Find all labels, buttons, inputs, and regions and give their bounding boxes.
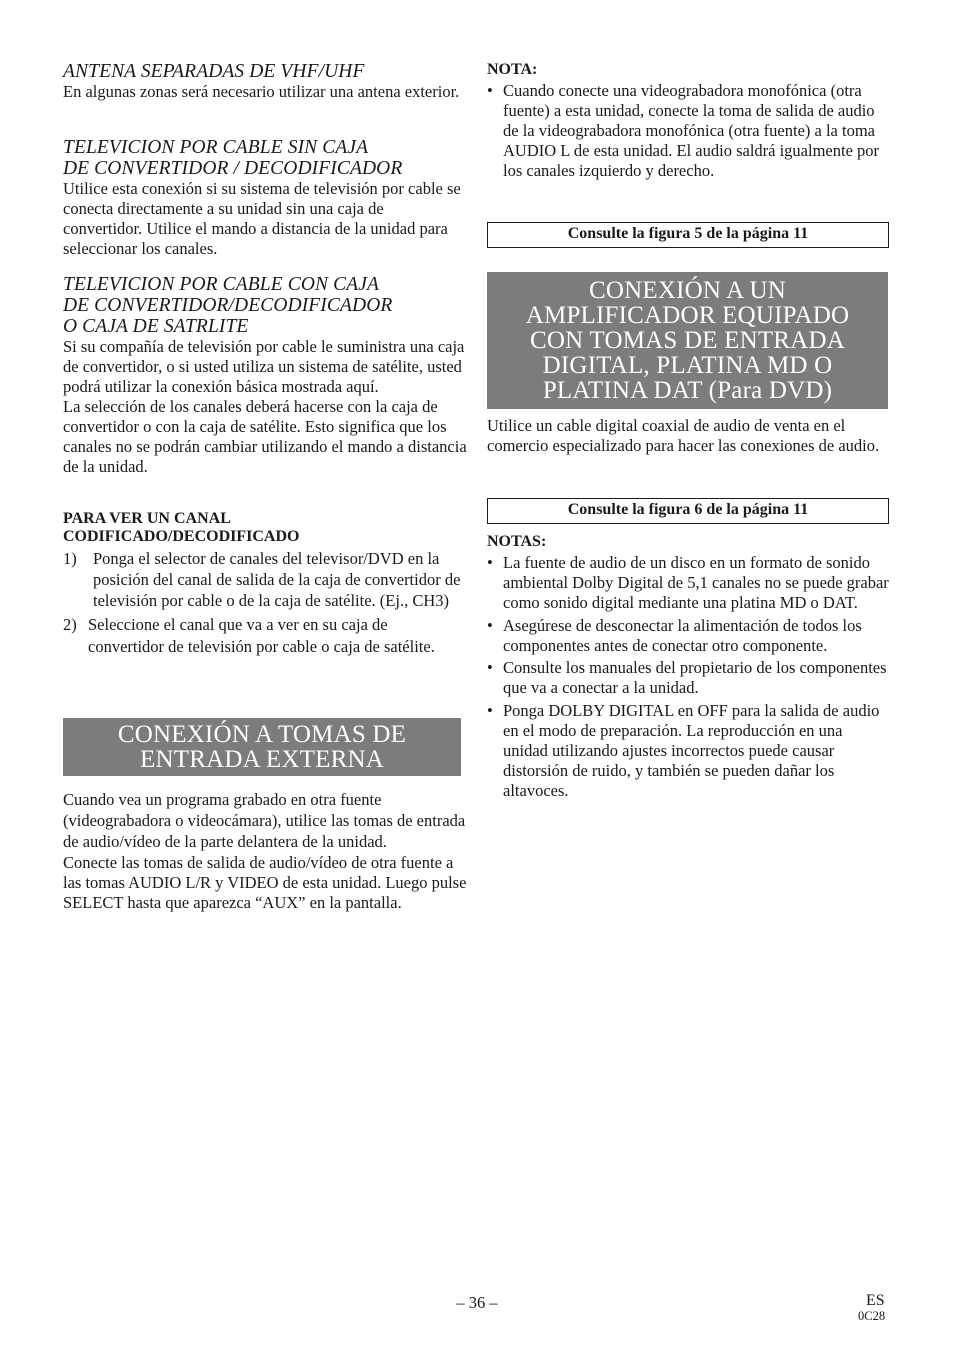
cable-no-box-text: Utilice esta conexión si su sistema de televisión por cable se conecta directamente a su unidad sin una caja de convertidor. Utilice el mando a distancia de la unidad para seleccionar los canales. [63,179,461,258]
amplifier-section [487,416,889,456]
coded-channel-section [63,510,467,657]
figure-6-reference [487,498,889,524]
notas-section [487,533,889,801]
cable-with-box-heading-2: DE CONVERTIDOR/DECODIFICADOR [63,295,393,316]
amplifier-banner-line: DIGITAL, PLATINA MD O [542,352,833,379]
nota-item [487,81,889,181]
bullet-icon: • [487,658,493,677]
cable-with-box-section [63,274,467,477]
bullet-icon: • [487,553,493,572]
cable-with-box-text-2: La selección de los canales deberá hacerse con la caja de convertidor o con la caja de satélite. Esto significa que los canales no se podrán cambiar utilizando el mando a distancia de la unidad. [63,397,467,476]
step-item [63,548,467,611]
external-input-banner [63,718,461,776]
bullet-icon: • [487,616,493,635]
notas-item [487,658,889,698]
step-number: 2) [63,615,77,634]
amplifier-text: Utilice un cable digital coaxial de audio de venta en el comercio especializado para hacer las conexiones de audio. [487,416,880,455]
coded-channel-heading-2: CODIFICADO/DECODIFICADO [63,528,300,545]
amplifier-banner-line: AMPLIFICADOR EQUIPADO [525,302,850,329]
external-input-banner-line-2: ENTRADA EXTERNA [140,746,384,773]
notas-item-text: Consulte los manuales del propietario de los componentes que va a conectar a la unidad. [503,658,887,697]
figure-5-reference [487,222,889,248]
document-code: 0C28 [858,1309,886,1323]
antenna-heading: ANTENA SEPARADAS DE VHF/UHF [63,61,365,82]
notas-item [487,553,889,613]
external-input-banner-line-1: CONEXIÓN A TOMAS DE [117,721,407,748]
bullet-icon: • [487,81,493,100]
antenna-section [63,61,467,102]
antenna-text: En algunas zonas será necesario utilizar una antena exterior. [63,82,460,101]
language-code: ES [866,1292,885,1309]
external-input-text-2: Conecte las tomas de salida de audio/vídeo de otra fuente a las tomas AUDIO L/R y VIDEO de esta unidad. Luego pulse SELECT hasta que aparezca “AUX” en la pantalla. [63,853,467,912]
cable-no-box-section [63,137,467,259]
notas-item-text: La fuente de audio de un disco en un formato de sonido ambiental Dolby Digital de 5,1 canales no se puede grabar como sonido digital mediante una platina MD o DAT. [503,553,889,612]
cable-with-box-text-1: Si su compañía de televisión por cable le suministra una caja de convertidor, o si usted utiliza un sistema de satélite, usted podrá utilizar la conexión básica mostrada aquí. [63,337,465,396]
amplifier-banner [487,272,888,409]
cable-with-box-heading-1: TELEVICION POR CABLE CON CAJA [63,274,379,295]
notas-item-text: Ponga DOLBY DIGITAL en OFF para la salida de audio en el modo de preparación. La reproducción en una unidad utilizando ajustes incorrectos puede causar distorsión de ruido, y también se pueden dañar los altavoces. [503,701,880,800]
nota-label: NOTA: [487,61,538,78]
notas-item [487,616,889,656]
cable-no-box-heading-2: DE CONVERTIDOR / DECODIFICADOR [63,158,403,179]
nota-section [487,61,889,181]
step-number: 1) [63,549,77,568]
page-number: – 36 – [456,1293,498,1312]
step-text: Seleccione el canal que va a ver en su caja de convertidor de televisión por cable o caja de satélite. [88,615,435,656]
amplifier-banner-line: CON TOMAS DE ENTRADA [530,327,845,354]
external-input-text-1: Cuando vea un programa grabado en otra fuente (videograbadora o videocámara), utilice las tomas de entrada de audio/vídeo de la parte delantera de la unidad. [63,790,466,851]
external-input-section [63,789,467,913]
cable-with-box-heading-3: O CAJA DE SATRLITE [63,316,249,337]
figure-5-reference-text: Consulte la figura 5 de la página 11 [567,225,809,242]
amplifier-banner-line: PLATINA DAT (Para DVD) [542,377,833,404]
step-text: Ponga el selector de canales del televisor/DVD en la posición del canal de salida de la caja de convertidor de televisión por cable o de la caja de satélite. (Ej., CH3) [93,549,461,610]
notas-item-text: Asegúrese de desconectar la alimentación de todos los componentes antes de conectar otro componente. [503,616,862,655]
nota-item-text: Cuando conecte una videograbadora monofónica (otra fuente) a esta unidad, conecte la toma de salida de audio de la videograbadora monofónica (otra fuente) a la toma AUDIO L de esta unidad. El audio saldrá igualmente por los canales izquierdo y derecho. [503,81,880,180]
notas-label: NOTAS: [487,533,547,550]
bullet-icon: • [487,701,493,720]
amplifier-banner-line: CONEXIÓN A UN [588,277,787,304]
cable-no-box-heading-1: TELEVICION POR CABLE SIN CAJA [63,137,369,158]
notas-item [487,701,889,801]
figure-6-reference-text: Consulte la figura 6 de la página 11 [567,501,809,518]
step-item [63,614,467,657]
coded-channel-heading-1: PARA VER UN CANAL [63,510,231,527]
